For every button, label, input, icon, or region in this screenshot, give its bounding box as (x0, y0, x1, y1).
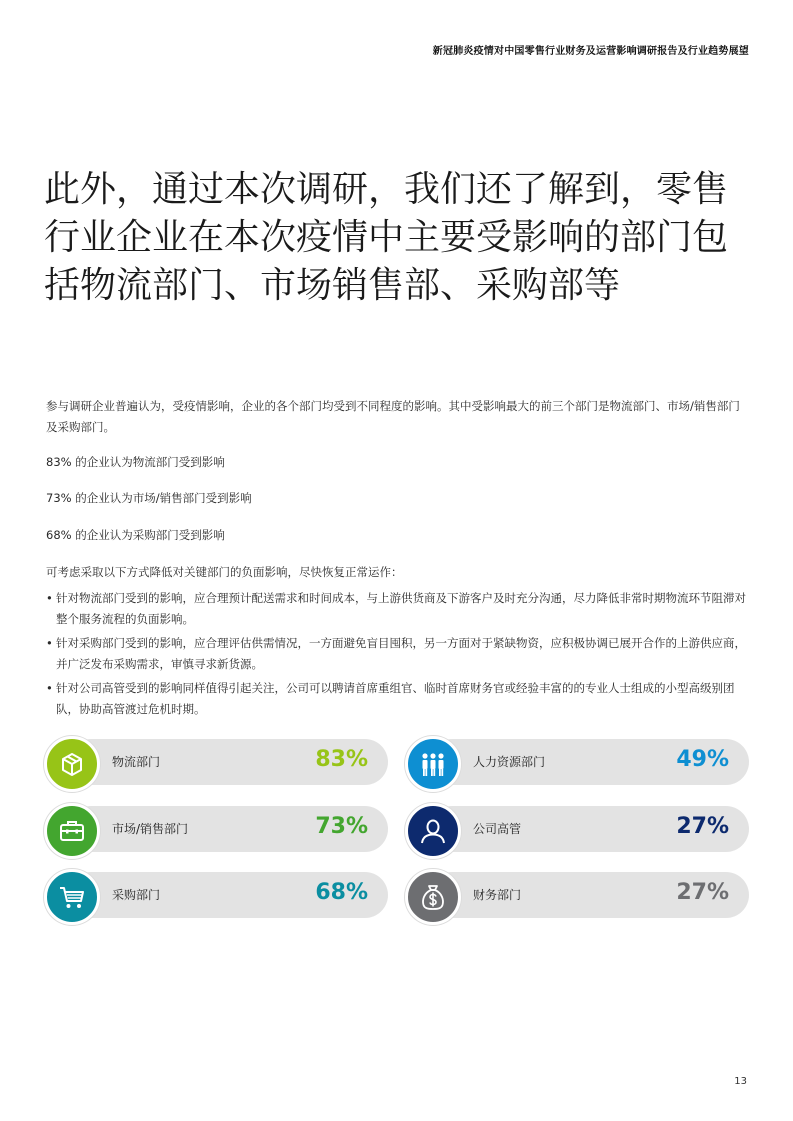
briefcase-icon (57, 816, 87, 846)
card-executives (405, 803, 749, 857)
card-icon-circle (44, 869, 100, 925)
list-item (46, 588, 746, 630)
stat-marketing: 73% 的企业认为市场/销售部门受到影响 (46, 491, 252, 505)
cart-icon (57, 882, 87, 912)
bullet-marker: • (46, 636, 53, 650)
card-marketing-sales (44, 803, 388, 857)
card-value: 49% (676, 747, 729, 772)
card-icon-circle (44, 803, 100, 859)
people-icon (418, 749, 448, 779)
card-icon-circle (44, 736, 100, 792)
card-label: 物流部门 (112, 755, 161, 769)
page-number: 13 (734, 1076, 747, 1087)
card-value: 27% (676, 814, 729, 839)
intro-paragraph: 参与调研企业普遍认为，受疫情影响，企业的各个部门均受到不同程度的影响。其中受影响最大的前三个部门是物流部门、市场/销售部门及采购部门。 (46, 399, 740, 434)
card-label: 市场/销售部门 (112, 822, 189, 836)
card-value: 68% (315, 880, 368, 905)
list-item (46, 633, 746, 675)
stat-logistics: 83% 的企业认为物流部门受到影响 (46, 455, 225, 469)
actions-lead: 可考虑采取以下方式降低对关键部门的负面影响，尽快恢复正常运作： (46, 565, 403, 579)
list-item (46, 678, 746, 720)
list-item-text: 针对物流部门受到的影响，应合理预计配送需求和时间成本，与上游供货商及下游客户及时充分沟通，尽力降低非常时期物流环节阻滞对整个服务流程的负面影响。 (56, 591, 746, 626)
card-icon-circle (405, 736, 461, 792)
bullet-marker: • (46, 681, 53, 695)
stat-procurement: 68% 的企业认为采购部门受到影响 (46, 528, 225, 542)
card-hr (405, 736, 749, 790)
money-bag-icon (418, 882, 448, 912)
card-finance (405, 869, 749, 923)
package-icon (57, 749, 87, 779)
card-label: 公司高管 (473, 822, 522, 836)
list-item-text: 针对采购部门受到的影响，应合理评估供需情况，一方面避免盲目囤积，另一方面对于紧缺物资，应积极协调已展开合作的上游供应商，并广泛发布采购需求，审慎寻求新货源。 (56, 636, 746, 671)
card-value: 73% (315, 814, 368, 839)
card-label: 人力资源部门 (473, 755, 546, 769)
list-item-text: 针对公司高管受到的影响同样值得引起关注，公司可以聘请首席重组官、临时首席财务官或经验丰富的的专业人士组成的小型高级别团队，协助高管渡过危机时期。 (56, 681, 735, 716)
card-procurement (44, 869, 388, 923)
bullet-marker: • (46, 591, 53, 605)
card-icon-circle (405, 869, 461, 925)
card-value: 27% (676, 880, 729, 905)
card-icon-circle (405, 803, 461, 859)
action-list (46, 588, 746, 723)
card-label: 采购部门 (112, 888, 161, 902)
card-logistics (44, 736, 388, 790)
card-value: 83% (315, 747, 368, 772)
person-icon (418, 816, 448, 846)
card-label: 财务部门 (473, 888, 522, 902)
report-header: 新冠肺炎疫情对中国零售行业财务及运营影响调研报告及行业趋势展望 (432, 46, 749, 57)
page-headline: 此外，通过本次调研，我们还了解到，零售行业企业在本次疫情中主要受影响的部门包括物流部门、市场销售部、采购部等 (44, 169, 729, 306)
department-impact-cards (44, 736, 749, 926)
